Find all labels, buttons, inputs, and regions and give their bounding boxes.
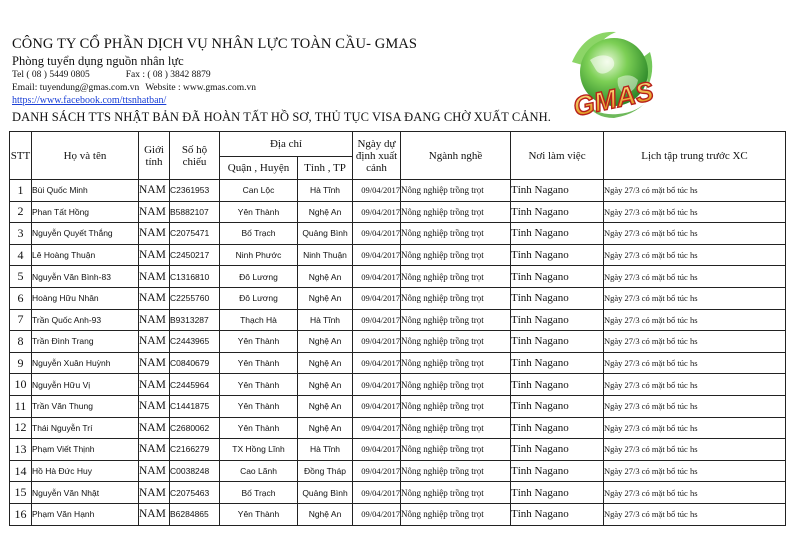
cell-schedule: Ngày 27/3 có mặt bổ túc hs — [604, 201, 786, 223]
cell-province: Hà Tĩnh — [298, 439, 353, 461]
cell-passport: C2075471 — [170, 223, 220, 245]
cell-sex: NAM — [139, 309, 170, 331]
cell-workplace: Tỉnh Nagano — [511, 417, 604, 439]
header-address: Địa chỉ — [220, 132, 353, 157]
cell-stt: 5 — [10, 266, 32, 288]
cell-district: Cao Lãnh — [220, 460, 298, 482]
cell-name: Bùi Quốc Minh — [32, 180, 139, 202]
cell-province: Nghệ An — [298, 395, 353, 417]
company-name: CÔNG TY CỔ PHẦN DỊCH VỤ NHÂN LỰC TOÀN CẦU- GMAS — [12, 36, 418, 52]
cell-district: Yên Thành — [220, 374, 298, 396]
cell-stt: 8 — [10, 331, 32, 353]
header-date: Ngày dự định xuất cảnh — [353, 132, 401, 180]
cell-province: Quảng Bình — [298, 223, 353, 245]
facebook-link[interactable]: https://www.facebook.com/ttsnhatban/ — [12, 95, 167, 106]
cell-workplace: Tỉnh Nagano — [511, 287, 604, 309]
cell-name: Lê Hoàng Thuận — [32, 244, 139, 266]
contact-line-web — [12, 82, 417, 95]
cell-job: Nông nghiệp trồng trọt — [401, 417, 511, 439]
email-text: Email: tuyendung@gmas.com.vn — [12, 83, 140, 93]
table-row — [10, 180, 786, 202]
cell-name: Hồ Hà Đức Huy — [32, 460, 139, 482]
cell-workplace: Tỉnh Nagano — [511, 352, 604, 374]
cell-date: 09/04/2017 — [353, 417, 401, 439]
cell-passport: C2255760 — [170, 287, 220, 309]
cell-schedule: Ngày 27/3 có mặt bổ túc hs — [604, 439, 786, 461]
cell-stt: 14 — [10, 460, 32, 482]
cell-stt: 13 — [10, 439, 32, 461]
trainee-table — [9, 131, 786, 526]
cell-province: Nghệ An — [298, 331, 353, 353]
header-name: Họ và tên — [32, 132, 139, 180]
cell-sex: NAM — [139, 503, 170, 525]
cell-passport: B6284865 — [170, 503, 220, 525]
cell-passport: B5882107 — [170, 201, 220, 223]
cell-schedule: Ngày 27/3 có mặt bổ túc hs — [604, 223, 786, 245]
cell-sex: NAM — [139, 395, 170, 417]
cell-date: 09/04/2017 — [353, 180, 401, 202]
cell-schedule: Ngày 27/3 có mặt bổ túc hs — [604, 266, 786, 288]
cell-job: Nông nghiệp trồng trọt — [401, 503, 511, 525]
cell-name: Nguyễn Văn Bình-83 — [32, 266, 139, 288]
cell-workplace: Tỉnh Nagano — [511, 395, 604, 417]
cell-district: Can Lộc — [220, 180, 298, 202]
cell-name: Trần Đình Trang — [32, 331, 139, 353]
cell-province: Nghệ An — [298, 417, 353, 439]
cell-sex: NAM — [139, 331, 170, 353]
cell-schedule: Ngày 27/3 có mặt bổ túc hs — [604, 352, 786, 374]
cell-province: Quảng Bình — [298, 482, 353, 504]
cell-stt: 10 — [10, 374, 32, 396]
cell-sex: NAM — [139, 287, 170, 309]
cell-name: Thái Nguyễn Trí — [32, 417, 139, 439]
cell-district: Đô Lương — [220, 287, 298, 309]
cell-name: Phạm Viết Thịnh — [32, 439, 139, 461]
cell-stt: 12 — [10, 417, 32, 439]
cell-date: 09/04/2017 — [353, 395, 401, 417]
table-row — [10, 439, 786, 461]
cell-schedule: Ngày 27/3 có mặt bổ túc hs — [604, 287, 786, 309]
cell-job: Nông nghiệp trồng trọt — [401, 374, 511, 396]
cell-sex: NAM — [139, 374, 170, 396]
table-row — [10, 482, 786, 504]
cell-district: Yên Thành — [220, 331, 298, 353]
cell-workplace: Tỉnh Nagano — [511, 460, 604, 482]
cell-name: Nguyễn Xuân Huỳnh — [32, 352, 139, 374]
cell-date: 09/04/2017 — [353, 374, 401, 396]
cell-job: Nông nghiệp trồng trọt — [401, 309, 511, 331]
cell-district: TX Hồng Lĩnh — [220, 439, 298, 461]
cell-job: Nông nghiệp trồng trọt — [401, 223, 511, 245]
cell-sex: NAM — [139, 266, 170, 288]
cell-workplace: Tỉnh Nagano — [511, 503, 604, 525]
cell-name: Nguyễn Văn Nhật — [32, 482, 139, 504]
cell-sex: NAM — [139, 180, 170, 202]
cell-passport: C0840679 — [170, 352, 220, 374]
cell-schedule: Ngày 27/3 có mặt bổ túc hs — [604, 482, 786, 504]
cell-workplace: Tỉnh Nagano — [511, 201, 604, 223]
cell-job: Nông nghiệp trồng trọt — [401, 244, 511, 266]
cell-district: Bố Trạch — [220, 223, 298, 245]
cell-sex: NAM — [139, 201, 170, 223]
cell-workplace: Tỉnh Nagano — [511, 439, 604, 461]
cell-passport: C1316810 — [170, 266, 220, 288]
cell-stt: 7 — [10, 309, 32, 331]
cell-workplace: Tỉnh Nagano — [511, 244, 604, 266]
table-row — [10, 244, 786, 266]
cell-stt: 16 — [10, 503, 32, 525]
cell-sex: NAM — [139, 417, 170, 439]
cell-sex: NAM — [139, 460, 170, 482]
header-district: Quận , Huyện — [220, 157, 298, 180]
cell-schedule: Ngày 27/3 có mặt bổ túc hs — [604, 331, 786, 353]
cell-province: Nghệ An — [298, 201, 353, 223]
department-name: Phòng tuyển dụng nguồn nhân lực — [12, 54, 184, 68]
gmas-logo — [556, 22, 676, 126]
cell-passport: C2445964 — [170, 374, 220, 396]
table-row — [10, 266, 786, 288]
cell-job: Nông nghiệp trồng trọt — [401, 482, 511, 504]
cell-passport: C2680062 — [170, 417, 220, 439]
header-sex: Giới tính — [139, 132, 170, 180]
cell-date: 09/04/2017 — [353, 503, 401, 525]
table-row — [10, 417, 786, 439]
cell-workplace: Tỉnh Nagano — [511, 266, 604, 288]
cell-passport: C1441875 — [170, 395, 220, 417]
table-row — [10, 460, 786, 482]
cell-province: Ninh Thuận — [298, 244, 353, 266]
cell-sex: NAM — [139, 244, 170, 266]
cell-sex: NAM — [139, 352, 170, 374]
cell-stt: 9 — [10, 352, 32, 374]
cell-schedule: Ngày 27/3 có mặt bổ túc hs — [604, 180, 786, 202]
cell-district: Yên Thành — [220, 395, 298, 417]
cell-name: Trần Quốc Anh-93 — [32, 309, 139, 331]
cell-workplace: Tỉnh Nagano — [511, 223, 604, 245]
cell-province: Hà Tĩnh — [298, 309, 353, 331]
cell-passport: C2450217 — [170, 244, 220, 266]
cell-stt: 15 — [10, 482, 32, 504]
cell-stt: 6 — [10, 287, 32, 309]
cell-province: Nghệ An — [298, 374, 353, 396]
cell-stt: 2 — [10, 201, 32, 223]
cell-stt: 4 — [10, 244, 32, 266]
header-workplace: Nơi làm việc — [511, 132, 604, 180]
cell-workplace: Tỉnh Nagano — [511, 309, 604, 331]
cell-schedule: Ngày 27/3 có mặt bổ túc hs — [604, 460, 786, 482]
cell-job: Nông nghiệp trồng trọt — [401, 439, 511, 461]
cell-stt: 1 — [10, 180, 32, 202]
cell-date: 09/04/2017 — [353, 331, 401, 353]
cell-date: 09/04/2017 — [353, 266, 401, 288]
logo-text: GMAS — [570, 75, 657, 123]
cell-name: Nguyễn Hữu Vị — [32, 374, 139, 396]
table-row — [10, 503, 786, 525]
cell-district: Yên Thành — [220, 503, 298, 525]
cell-workplace: Tỉnh Nagano — [511, 374, 604, 396]
table-row — [10, 309, 786, 331]
header-schedule: Lịch tập trung trước XC — [604, 132, 786, 180]
cell-date: 09/04/2017 — [353, 439, 401, 461]
cell-schedule: Ngày 27/3 có mặt bổ túc hs — [604, 309, 786, 331]
website-text: Website : www.gmas.com.vn — [145, 83, 256, 93]
cell-job: Nông nghiệp trồng trọt — [401, 287, 511, 309]
cell-passport: C0038248 — [170, 460, 220, 482]
header-job: Ngành nghề — [401, 132, 511, 180]
cell-schedule: Ngày 27/3 có mặt bổ túc hs — [604, 503, 786, 525]
cell-passport: C2075463 — [170, 482, 220, 504]
cell-district: Ninh Phước — [220, 244, 298, 266]
cell-schedule: Ngày 27/3 có mặt bổ túc hs — [604, 374, 786, 396]
cell-stt: 3 — [10, 223, 32, 245]
cell-province: Nghệ An — [298, 503, 353, 525]
cell-name: Phan Tất Hồng — [32, 201, 139, 223]
cell-name: Hoàng Hữu Nhân — [32, 287, 139, 309]
cell-date: 09/04/2017 — [353, 287, 401, 309]
cell-sex: NAM — [139, 482, 170, 504]
cell-name: Nguyễn Quyết Thắng — [32, 223, 139, 245]
cell-date: 09/04/2017 — [353, 460, 401, 482]
company-header — [12, 36, 417, 107]
cell-district: Bố Trạch — [220, 482, 298, 504]
cell-job: Nông nghiệp trồng trọt — [401, 331, 511, 353]
cell-province: Hà Tĩnh — [298, 180, 353, 202]
cell-workplace: Tỉnh Nagano — [511, 482, 604, 504]
cell-province: Nghệ An — [298, 352, 353, 374]
cell-sex: NAM — [139, 439, 170, 461]
cell-schedule: Ngày 27/3 có mặt bổ túc hs — [604, 417, 786, 439]
cell-date: 09/04/2017 — [353, 201, 401, 223]
table-header-row — [10, 132, 786, 157]
table-row — [10, 287, 786, 309]
cell-schedule: Ngày 27/3 có mặt bổ túc hs — [604, 244, 786, 266]
cell-province: Nghệ An — [298, 287, 353, 309]
cell-sex: NAM — [139, 223, 170, 245]
cell-district: Yên Thành — [220, 201, 298, 223]
cell-schedule: Ngày 27/3 có mặt bổ túc hs — [604, 395, 786, 417]
tel-text: Tel ( 08 ) 5449 0805 — [12, 70, 90, 80]
cell-workplace: Tỉnh Nagano — [511, 180, 604, 202]
table-row — [10, 223, 786, 245]
header-passport: Số hộ chiếu — [170, 132, 220, 180]
cell-workplace: Tỉnh Nagano — [511, 331, 604, 353]
contact-line-phone — [12, 69, 417, 82]
cell-passport: C2361953 — [170, 180, 220, 202]
cell-date: 09/04/2017 — [353, 309, 401, 331]
cell-job: Nông nghiệp trồng trọt — [401, 266, 511, 288]
cell-job: Nông nghiệp trồng trọt — [401, 460, 511, 482]
header-stt: STT — [10, 132, 32, 180]
cell-name: Trần Văn Thung — [32, 395, 139, 417]
table-row — [10, 395, 786, 417]
document-title: DANH SÁCH TTS NHẬT BẢN ĐÃ HOÀN TẤT HỒ SƠ, THỦ TỤC VISA ĐANG CHỜ XUẤT CẢNH. — [12, 110, 551, 124]
cell-date: 09/04/2017 — [353, 244, 401, 266]
cell-province: Đồng Tháp — [298, 460, 353, 482]
table-row — [10, 331, 786, 353]
cell-district: Đô Lương — [220, 266, 298, 288]
cell-passport: C2443965 — [170, 331, 220, 353]
cell-job: Nông nghiệp trồng trọt — [401, 395, 511, 417]
fax-text: Fax : ( 08 ) 3842 8879 — [125, 70, 211, 80]
cell-district: Thạch Hà — [220, 309, 298, 331]
table-row — [10, 352, 786, 374]
cell-stt: 11 — [10, 395, 32, 417]
cell-job: Nông nghiệp trồng trọt — [401, 201, 511, 223]
cell-job: Nông nghiệp trồng trọt — [401, 180, 511, 202]
cell-passport: B9313287 — [170, 309, 220, 331]
cell-date: 09/04/2017 — [353, 352, 401, 374]
cell-date: 09/04/2017 — [353, 482, 401, 504]
cell-name: Phạm Văn Hạnh — [32, 503, 139, 525]
cell-passport: C2166279 — [170, 439, 220, 461]
cell-district: Yên Thành — [220, 417, 298, 439]
table-row — [10, 201, 786, 223]
table-row — [10, 374, 786, 396]
header-province: Tỉnh , TP — [298, 157, 353, 180]
cell-job: Nông nghiệp trồng trọt — [401, 352, 511, 374]
cell-date: 09/04/2017 — [353, 223, 401, 245]
cell-district: Yên Thành — [220, 352, 298, 374]
cell-province: Nghệ An — [298, 266, 353, 288]
